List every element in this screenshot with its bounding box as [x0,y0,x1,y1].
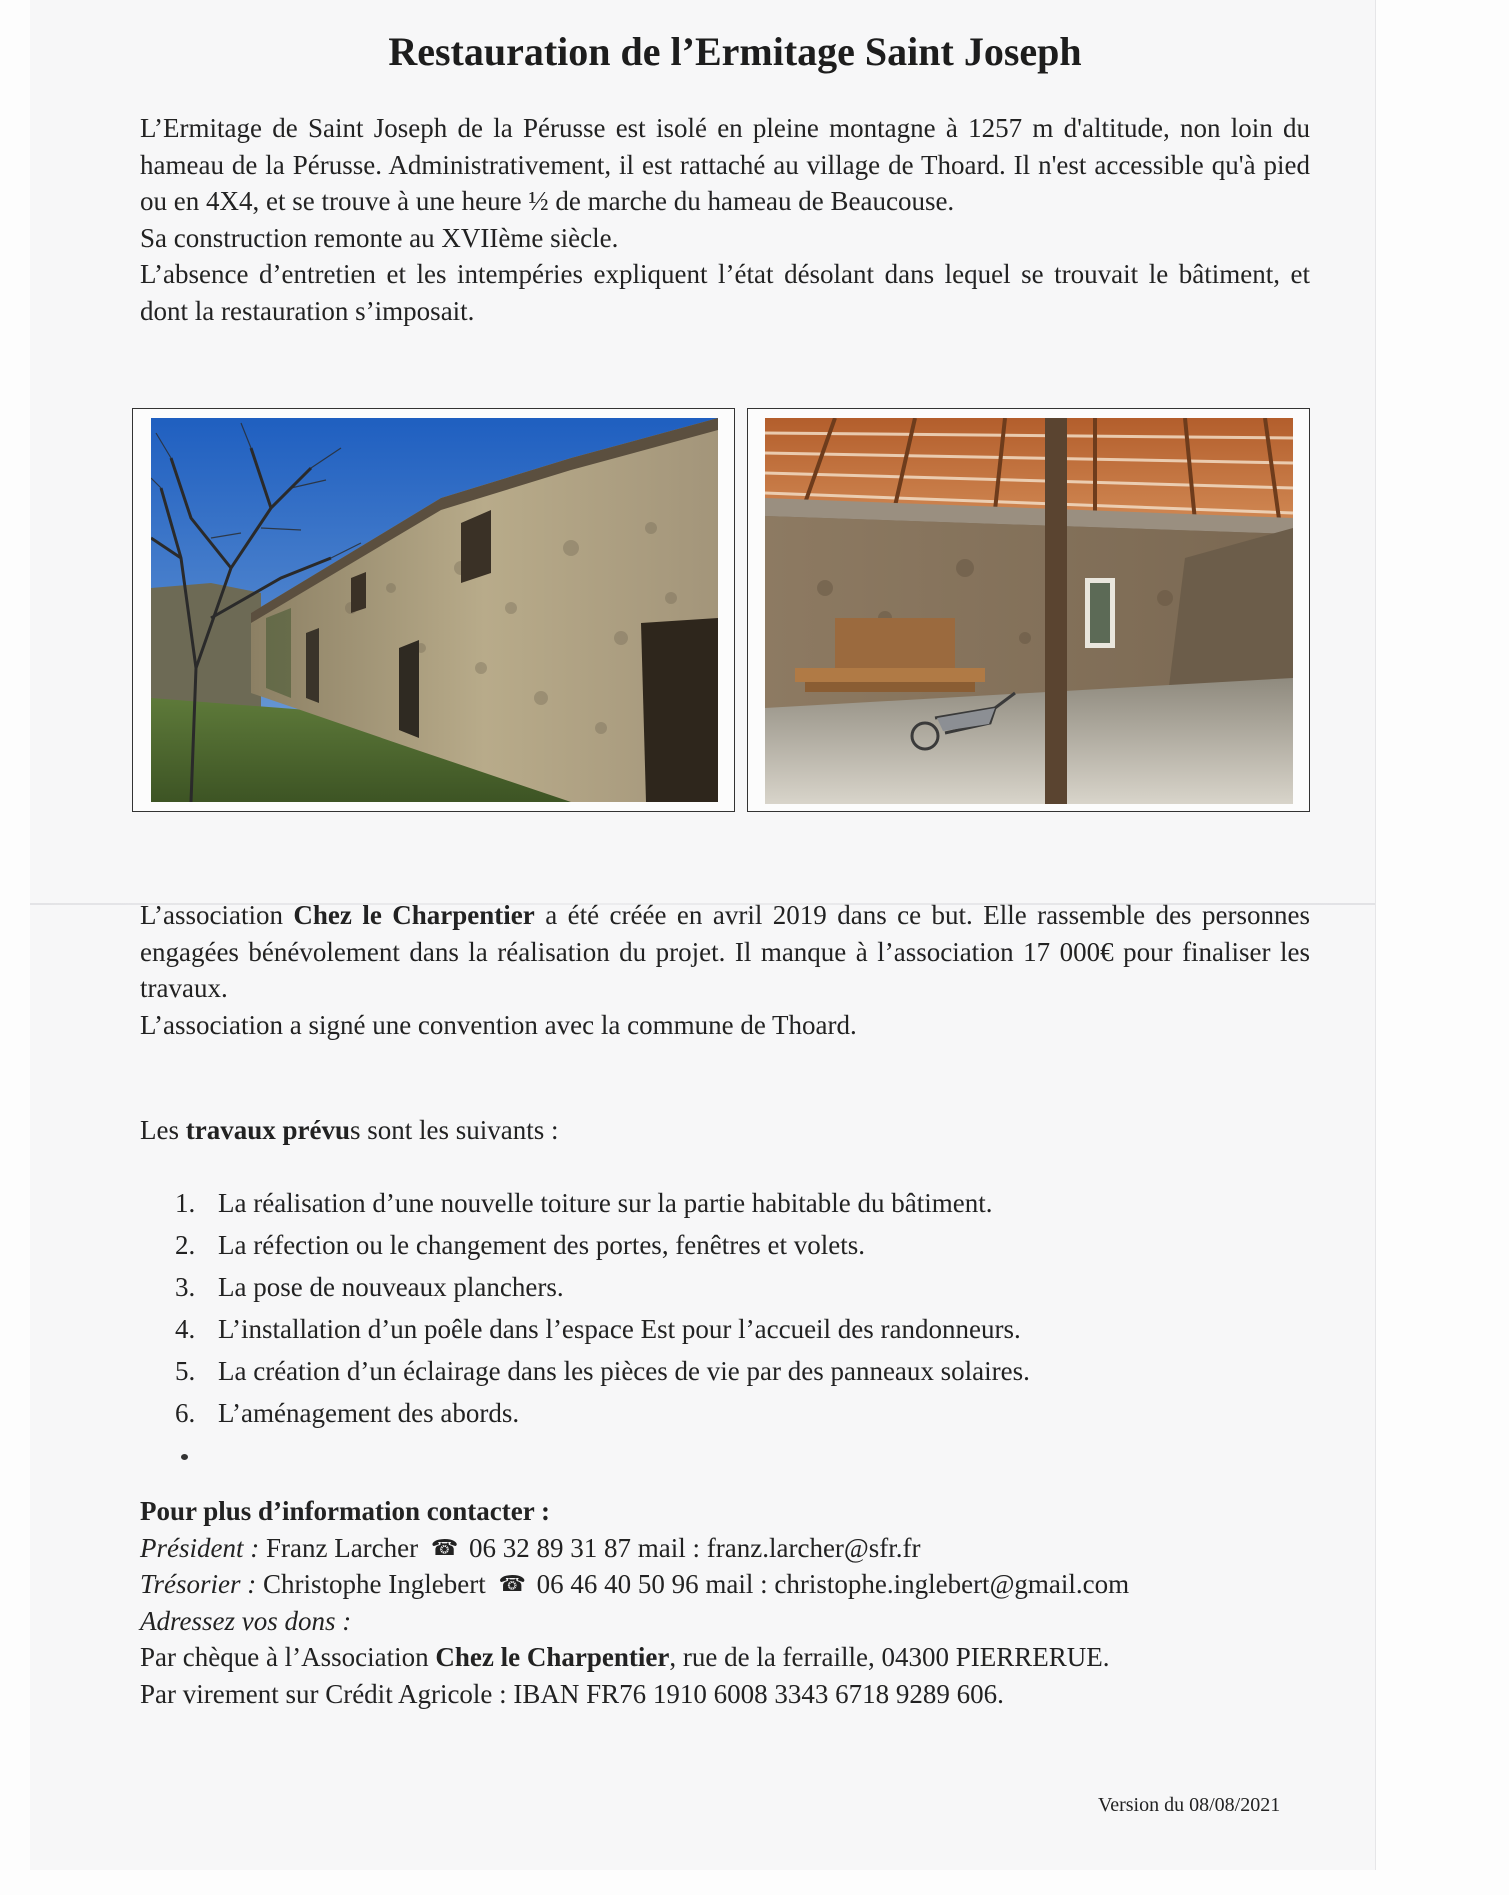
list-item-text: L’aménagement des abords. [218,1398,520,1428]
association-text-after: a été créée en avril 2019 dans ce but. Elle rassemble des personnes engagées bénévolement dans la réalisation du projet. Il manque à l’association 17 000€ pour finaliser les travaux. [140,900,1310,1003]
building-exterior-photo [151,418,718,802]
intro-paragraph-condition: L’absence d’entretien et les intempéries expliquent l’état désolant dans lequel se trouvait le bâtiment, et dont la restauration s’imposait. [140,259,1310,326]
list-item [175,1392,1305,1434]
donation-transfer: Par virement sur Crédit Agricole : IBAN FR76 1910 6008 3343 6718 9289 606. [140,1678,1004,1709]
intro-paragraph-location: L’Ermitage de Saint Joseph de la Pérusse est isolé en pleine montagne à 1257 m d'altitude, non loin du hameau de la Pérusse. Administrativement, il est rattaché au village de Thoard. Il n'est accessible qu'à pied ou en 4X4, et se trouve à une heure ½ de marche du hameau de Beaucouse. [140,113,1310,216]
intro-section [140,110,1310,329]
works-list [175,1182,1305,1434]
list-item [175,1308,1305,1350]
photo-frame-interior [747,408,1310,812]
list-item-text: L’installation d’un poêle dans l’espace Est pour l’accueil des randonneurs. [218,1314,1021,1344]
contact-section [140,1493,1310,1712]
president-name: Franz Larcher [259,1532,425,1563]
contact-president [140,1530,1310,1567]
association-convention: L’association a signé une convention avec la commune de Thoard. [140,1009,857,1040]
list-item-number: 6. [175,1398,196,1428]
list-item [175,1182,1305,1224]
works-intro-line [140,1112,1310,1149]
list-item-number: 2. [175,1230,196,1260]
list-item-text: La création d’un éclairage dans les pièces de vie par des panneaux solaires. [218,1356,1030,1386]
building-interior-photo [765,418,1293,804]
phone-icon: ☎ [498,1571,526,1596]
donations-label: Adressez vos dons : [140,1605,352,1636]
treasurer-details: 06 46 40 50 96 mail : christophe.inglebert@gmail.com [529,1569,1130,1599]
works-intro-bold: travaux prévu [185,1115,350,1145]
version-date: Version du 08/08/2021 [1098,1794,1281,1816]
list-item-number: 4. [175,1314,196,1344]
treasurer-name: Christophe Inglebert [256,1569,493,1599]
association-name: Chez le Charpentier [293,900,535,930]
list-item-number: 1. [175,1188,196,1218]
donation-cheque [140,1639,1310,1676]
list-item [175,1266,1305,1308]
list-item-text: La pose de nouveaux planchers. [218,1272,564,1302]
association-text-before: L’association [140,900,294,930]
list-item [175,1224,1305,1266]
treasurer-role: Trésorier : [140,1569,257,1599]
works-intro-after: s sont les suivants : [349,1115,559,1145]
president-role: Président : [140,1532,260,1563]
photo-frame-exterior [132,408,735,812]
cheque-text-before: Par chèque à l’Association [140,1642,436,1672]
list-item-number: 5. [175,1356,196,1386]
works-intro-before: Les [140,1115,186,1145]
cheque-address: , rue de la ferraille, 04300 PIERRERUE. [669,1642,1110,1672]
document-title: Restauration de l’Ermitage Saint Joseph [388,29,1082,74]
contact-treasurer [140,1566,1310,1603]
intro-paragraph-construction: Sa construction remonte au XVIIème siècle. [140,222,619,253]
list-item-number: 3. [175,1272,196,1302]
works-intro [140,1112,1310,1149]
phone-icon: ☎ [430,1534,459,1560]
stray-bullet-dot [181,1454,188,1460]
president-details: 06 32 89 31 87 mail : franz.larcher@sfr.fr [462,1532,921,1563]
list-item-text: La réalisation d’une nouvelle toiture sur la partie habitable du bâtiment. [218,1188,993,1218]
list-item [175,1350,1305,1392]
list-item-text: La réfection ou le changement des portes, fenêtres et volets. [218,1230,865,1260]
contact-heading: Pour plus d’information contacter : [140,1496,550,1526]
association-section [140,897,1310,1043]
association-paragraph [140,897,1310,1007]
cheque-association-name: Chez le Charpentier [435,1642,670,1672]
